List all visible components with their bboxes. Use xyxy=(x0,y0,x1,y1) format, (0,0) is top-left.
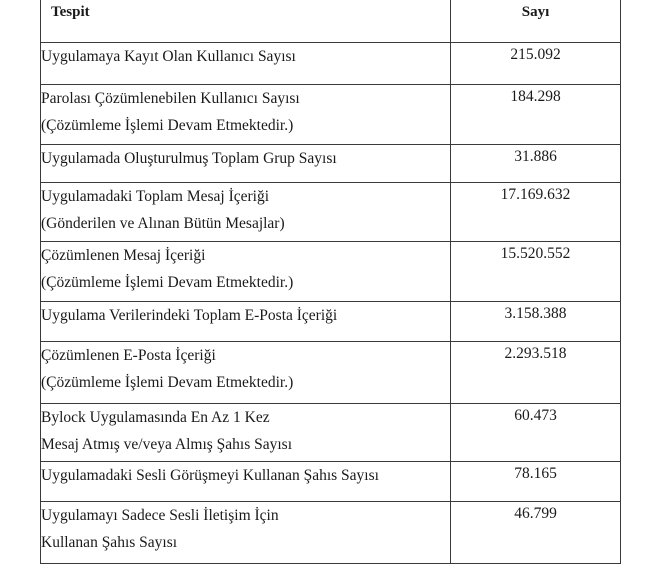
table-row xyxy=(41,182,621,241)
row-value-text: 60.473 xyxy=(514,406,557,424)
row-value-text: 3.158.388 xyxy=(504,304,567,322)
table-row xyxy=(41,403,621,461)
row-label-line: Uygulamaya Kayıt Olan Kullanıcı Sayısı xyxy=(41,47,296,65)
row-label-line: Mesaj Atmış ve/veya Almış Şahıs Sayısı xyxy=(41,435,293,453)
row-label xyxy=(41,403,451,461)
row-value xyxy=(451,403,621,461)
row-label-line: Uygulamadaki Sesli Görüşmeyi Kullanan Şahıs Sayısı xyxy=(41,466,379,484)
row-label-line: Uygulamada Oluşturulmuş Toplam Grup Sayısı xyxy=(41,149,337,167)
row-value-text: 17.169.632 xyxy=(500,185,571,203)
row-value-text: 184.298 xyxy=(510,87,561,105)
header-label: Tespit xyxy=(41,0,451,42)
row-label-line: Uygulamadaki Toplam Mesaj İçeriği xyxy=(41,187,270,205)
table-row xyxy=(41,241,621,301)
row-value xyxy=(451,341,621,403)
row-label xyxy=(41,144,451,182)
table-row xyxy=(41,144,621,182)
table-row xyxy=(41,461,621,501)
statistics-table xyxy=(40,0,621,564)
row-value-text: 15.520.552 xyxy=(500,244,571,262)
row-value xyxy=(451,42,621,84)
row-value-text: 46.799 xyxy=(514,504,557,522)
row-label xyxy=(41,241,451,301)
row-value-text: 78.165 xyxy=(514,464,557,482)
row-value xyxy=(451,301,621,341)
table-row xyxy=(41,501,621,563)
table-header-row xyxy=(41,0,621,42)
row-label-line: Bylock Uygulamasında En Az 1 Kez xyxy=(41,408,270,426)
row-value-text: 2.293.518 xyxy=(504,344,567,362)
row-value xyxy=(451,84,621,144)
table-row xyxy=(41,42,621,84)
row-label-line: Çözümlenen E-Posta İçeriği xyxy=(41,346,216,364)
row-label xyxy=(41,341,451,403)
row-value-text: 215.092 xyxy=(510,45,561,63)
row-value xyxy=(451,241,621,301)
table-row xyxy=(41,341,621,403)
row-value xyxy=(451,144,621,182)
row-label-line: Kullanan Şahıs Sayısı xyxy=(41,533,178,551)
row-label xyxy=(41,84,451,144)
row-label-line: Çözümlenen Mesaj İçeriği xyxy=(41,246,206,264)
row-label-line: Uygulama Verilerindeki Toplam E-Posta İçeriği xyxy=(41,306,338,324)
row-value-text: 31.886 xyxy=(514,147,557,165)
row-label-line: Parolası Çözümlenebilen Kullanıcı Sayısı xyxy=(41,89,300,107)
table-row xyxy=(41,84,621,144)
row-label-line: (Çözümleme İşlemi Devam Etmektedir.) xyxy=(41,116,294,134)
row-label xyxy=(41,301,451,341)
row-label xyxy=(41,42,451,84)
header-value: Sayı xyxy=(451,0,621,42)
row-label xyxy=(41,182,451,241)
table-row xyxy=(41,301,621,341)
row-label-line: (Çözümleme İşlemi Devam Etmektedir.) xyxy=(41,373,294,391)
row-label-line: (Gönderilen ve Alınan Bütün Mesajlar) xyxy=(41,214,285,232)
row-label-line: Uygulamayı Sadece Sesli İletişim İçin xyxy=(41,506,279,524)
row-value xyxy=(451,461,621,501)
row-label xyxy=(41,461,451,501)
row-label xyxy=(41,501,451,563)
row-value xyxy=(451,501,621,563)
row-value xyxy=(451,182,621,241)
row-label-line: (Çözümleme İşlemi Devam Etmektedir.) xyxy=(41,273,294,291)
